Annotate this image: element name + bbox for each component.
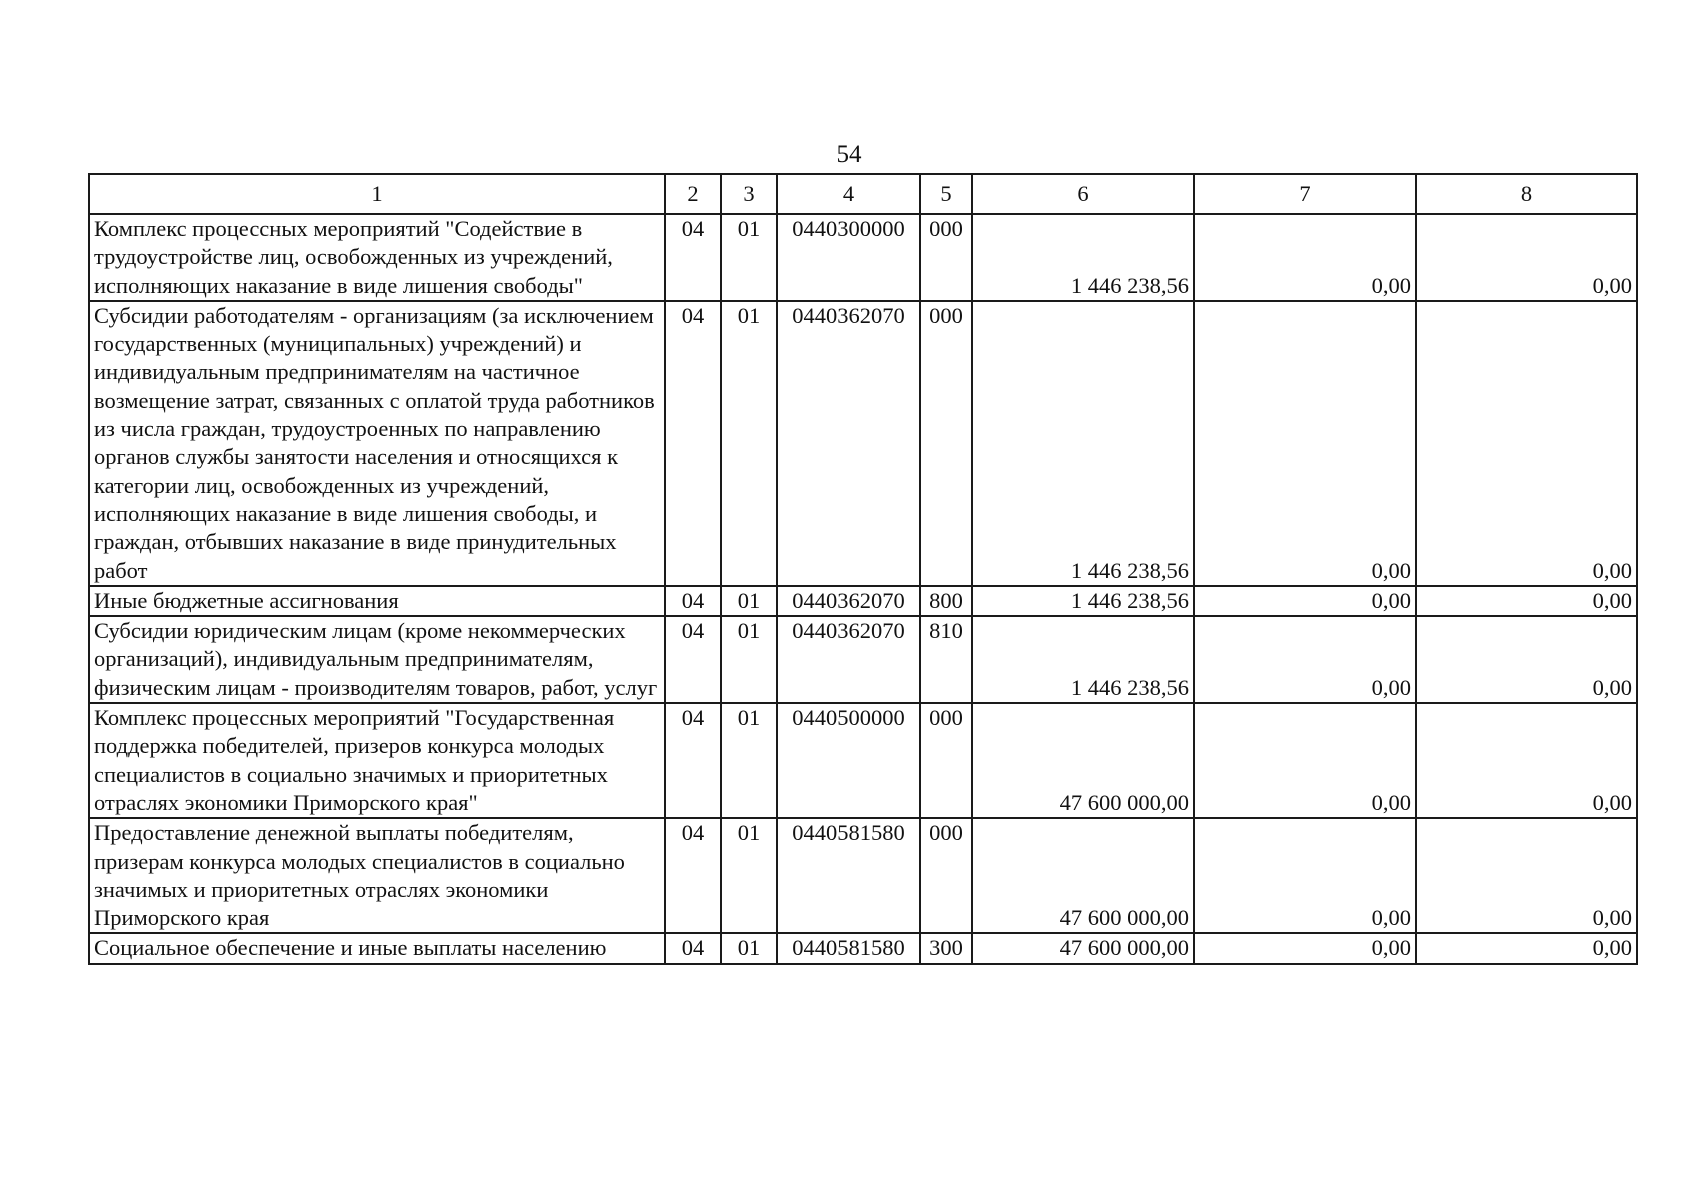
amount-col8-cell: 0,00 [1416,616,1637,703]
target-code-cell: 0440581580 [777,818,920,933]
expense-type-cell: 300 [920,933,972,963]
column-header: 6 [972,174,1194,214]
subsection-code-cell: 01 [721,301,777,586]
target-code-cell: 0440362070 [777,586,920,616]
row-name-cell: Комплекс процессных мероприятий "Государственная поддержка победителей, призеров конкурса молодых специалистов в социально значимых и приоритетных отраслях экономики Приморского края" [89,703,665,818]
target-code-cell: 0440300000 [777,214,920,301]
amount-col7-cell: 0,00 [1194,933,1416,963]
column-header: 3 [721,174,777,214]
amount-col6-cell: 1 446 238,56 [972,616,1194,703]
amount-col6-cell: 1 446 238,56 [972,214,1194,301]
subsection-code-cell: 01 [721,933,777,963]
subsection-code-cell: 01 [721,586,777,616]
amount-col7-cell: 0,00 [1194,586,1416,616]
row-name-cell: Субсидии юридическим лицам (кроме некоммерческих организаций), индивидуальным предпринимателям, физическим лицам - производителям товаров, работ, услуг [89,616,665,703]
subsection-code-cell: 01 [721,818,777,933]
amount-col7-cell: 0,00 [1194,818,1416,933]
amount-col8-cell: 0,00 [1416,703,1637,818]
expense-type-cell: 000 [920,818,972,933]
amount-col8-cell: 0,00 [1416,933,1637,963]
section-code-cell: 04 [665,933,721,963]
section-code-cell: 04 [665,703,721,818]
row-name-cell: Иные бюджетные ассигнования [89,586,665,616]
section-code-cell: 04 [665,214,721,301]
amount-col7-cell: 0,00 [1194,301,1416,586]
row-name-cell: Комплекс процессных мероприятий "Содействие в трудоустройстве лиц, освобожденных из учреждений, исполняющих наказание в виде лишения свободы" [89,214,665,301]
row-name-cell: Субсидии работодателям - организациям (за исключением государственных (муниципальных) учреждений) и индивидуальным предпринимателям на частичное возмещение затрат, связанных с оплатой труда работников из числа граждан, трудоустроенных по направлению органов службы занятости населения и относящихся к категории лиц, освобожденных из учреждений, исполняющих наказание в виде лишения свободы, и граждан, отбывших наказание в виде принудительных работ [89,301,665,586]
subsection-code-cell: 01 [721,703,777,818]
amount-col7-cell: 0,00 [1194,214,1416,301]
target-code-cell: 0440362070 [777,616,920,703]
amount-col8-cell: 0,00 [1416,818,1637,933]
column-header: 7 [1194,174,1416,214]
amount-col6-cell: 47 600 000,00 [972,818,1194,933]
expense-type-cell: 000 [920,703,972,818]
target-code-cell: 0440500000 [777,703,920,818]
table-row [89,301,1637,586]
section-code-cell: 04 [665,586,721,616]
table-row [89,586,1637,616]
column-header: 4 [777,174,920,214]
amount-col8-cell: 0,00 [1416,586,1637,616]
column-header: 5 [920,174,972,214]
section-code-cell: 04 [665,301,721,586]
column-header: 1 [89,174,665,214]
table-row [89,616,1637,703]
page-number: 54 [836,141,862,168]
amount-col8-cell: 0,00 [1416,214,1637,301]
section-code-cell: 04 [665,818,721,933]
subsection-code-cell: 01 [721,214,777,301]
expense-type-cell: 000 [920,301,972,586]
amount-col7-cell: 0,00 [1194,616,1416,703]
expense-type-cell: 800 [920,586,972,616]
budget-table [88,173,1638,965]
table-row [89,933,1637,963]
amount-col8-cell: 0,00 [1416,301,1637,586]
header-row [89,174,1637,214]
target-code-cell: 0440581580 [777,933,920,963]
amount-col7-cell: 0,00 [1194,703,1416,818]
amount-col6-cell: 1 446 238,56 [972,301,1194,586]
column-header: 8 [1416,174,1637,214]
target-code-cell: 0440362070 [777,301,920,586]
row-name-cell: Предоставление денежной выплаты победителям, призерам конкурса молодых специалистов в социально значимых и приоритетных отраслях экономики Приморского края [89,818,665,933]
row-name-cell: Социальное обеспечение и иные выплаты населению [89,933,665,963]
amount-col6-cell: 47 600 000,00 [972,933,1194,963]
section-code-cell: 04 [665,616,721,703]
table-row [89,214,1637,301]
table-row [89,818,1637,933]
amount-col6-cell: 1 446 238,56 [972,586,1194,616]
expense-type-cell: 000 [920,214,972,301]
table-row [89,703,1637,818]
column-header: 2 [665,174,721,214]
amount-col6-cell: 47 600 000,00 [972,703,1194,818]
subsection-code-cell: 01 [721,616,777,703]
expense-type-cell: 810 [920,616,972,703]
